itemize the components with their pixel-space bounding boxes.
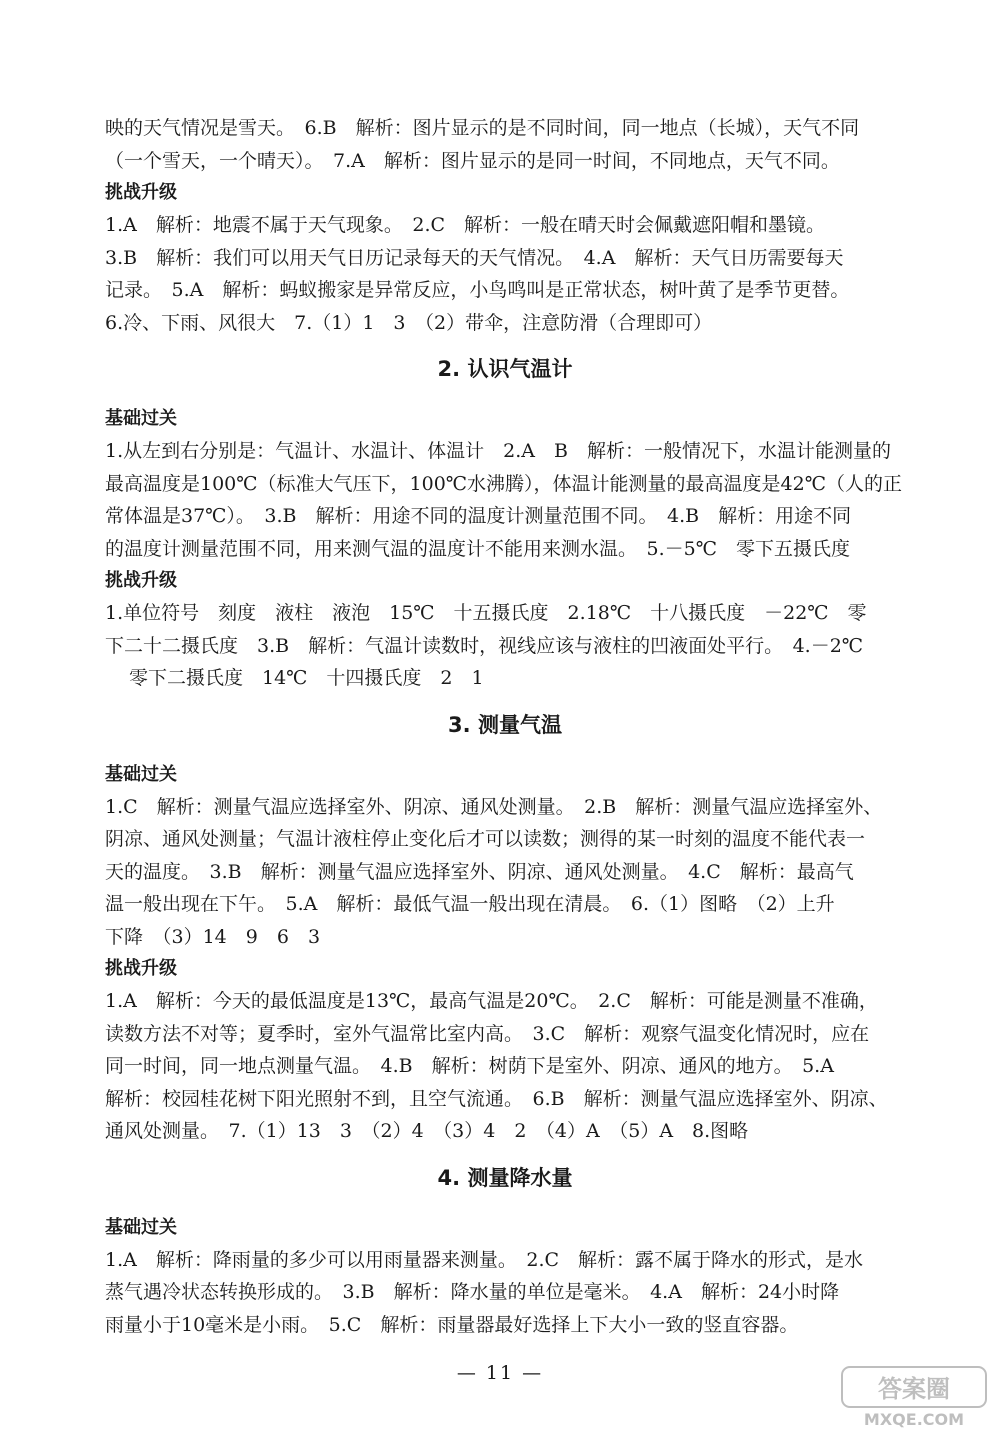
- watermark-logo: [840, 1365, 988, 1429]
- section-title: 2. 认识气温计: [437, 357, 573, 381]
- answer-line: 1.A 解析：降雨量的多少可以用雨量器来测量。 2.C 解析：露不属于降水的形式，是水: [105, 1248, 864, 1271]
- answer-line: 下二十二摄氏度 3.B 解析：气温计读数时，视线应该与液柱的凹液面处平行。 4.－2℃: [105, 634, 864, 657]
- subsection-heading: 挑战升级: [105, 182, 177, 203]
- svg-text:MXQE.COM: MXQE.COM: [863, 1410, 965, 1429]
- answer-line: 温一般出现在下午。 5.A 解析：最低气温一般出现在清晨。 6.（1）图略 （2）上升: [105, 893, 835, 915]
- answer-line: 1.A 解析：地震不属于天气现象。 2.C 解析：一般在晴天时会佩戴遮阳帽和墨镜。: [105, 214, 826, 236]
- answer-line: 1.从左到右分别是：气温计、水温计、体温计 2.A B 解析：一般情况下，水温计能测量的: [105, 440, 891, 462]
- answer-line: 的温度计测量范围不同，用来测气温的温度计不能用来测水温。 5.－5℃ 零下五摄氏度: [105, 537, 850, 560]
- answer-line: 1.C 解析：测量气温应选择室外、阴凉、通风处测量。 2.B 解析：测量气温应选择室外、: [105, 795, 883, 818]
- answer-line: 下降 （3）14 9 6 3: [105, 925, 321, 948]
- subsection-heading: 挑战升级: [105, 958, 177, 979]
- subsection-heading: 基础过关: [105, 408, 177, 429]
- answer-line: 读数方法不对等；夏季时，室外气温常比室内高。 3.C 解析：观察气温变化情况时，应在: [105, 1022, 870, 1045]
- answer-line: 雨量小于10毫米是小雨。 5.C 解析：雨量器最好选择上下大小一致的竖直容器。: [105, 1313, 799, 1336]
- watermark-logo-icon: [840, 1365, 988, 1429]
- subsection-heading: 挑战升级: [105, 570, 177, 591]
- answer-line: 3.B 解析：我们可以用天气日历记录每天的天气情况。 4.A 解析：天气日历需要每天: [105, 246, 844, 269]
- answer-line: 通风处测量。 7.（1）13 3 （2）4 （3）4 2 （4）A （5）A 8.图略: [105, 1120, 749, 1142]
- section-title: 4. 测量降水量: [437, 1165, 573, 1190]
- subsection-heading: 基础过关: [105, 1216, 177, 1238]
- page-number: — 11 —: [456, 1362, 544, 1384]
- subsection-heading: 基础过关: [105, 763, 177, 785]
- answer-line: 记录。 5.A 解析：蚂蚁搬家是异常反应，小鸟鸣叫是正常状态，树叶黄了是季节更替。: [105, 279, 850, 301]
- answer-line: 解析：校园桂花树下阳光照射不到，且空气流通。 6.B 解析：测量气温应选择室外、阴凉、: [105, 1087, 888, 1110]
- answer-line: 1.单位符号 刻度 液柱 液泡 15℃ 十五摄氏度 2.18℃ 十八摄氏度 －22℃ 零: [105, 602, 867, 624]
- answer-line: 同一时间，同一地点测量气温。 4.B 解析：树荫下是室外、阴凉、通风的地方。 5.A: [105, 1055, 834, 1077]
- section-title: 3. 测量气温: [448, 712, 562, 737]
- answer-line: 阴凉、通风处测量；气温计液柱停止变化后才可以读数；测得的某一时刻的温度不能代表一: [105, 828, 866, 850]
- answer-line: 蒸气遇冷状态转换形成的。 3.B 解析：降水量的单位是毫米。 4.A 解析：24小时降: [105, 1281, 840, 1303]
- answer-line: （一个雪天，一个晴天）。 7.A 解析：图片显示的是同一时间，不同地点，天气不同。: [105, 149, 840, 172]
- answer-line: 天的温度。 3.B 解析：测量气温应选择室外、阴凉、通风处测量。 4.C 解析：最高气: [105, 860, 854, 883]
- answer-line: 最高温度是100℃（标准大气压下，100℃水沸腾），体温计能测量的最高温度是42℃（人的正: [105, 472, 902, 495]
- answer-content: [105, 112, 905, 1341]
- answer-line: 映的天气情况是雪天。 6.B 解析：图片显示的是不同时间，同一地点（长城），天气不同: [105, 117, 860, 139]
- answer-line: 零下二摄氏度 14℃ 十四摄氏度 2 1: [129, 667, 484, 689]
- answer-line: 6.冷、下雨、风很大 7.（1）1 3 （2）带伞，注意防滑（合理即可）: [105, 311, 713, 334]
- answer-line: 常体温是37℃）。 3.B 解析：用途不同的温度计测量范围不同。 4.B 解析：用途不同: [105, 505, 852, 527]
- answer-line: 1.A 解析：今天的最低温度是13℃，最高气温是20℃。 2.C 解析：可能是测量不准确，: [105, 990, 878, 1012]
- svg-text:答案圈: 答案圈: [878, 1375, 950, 1403]
